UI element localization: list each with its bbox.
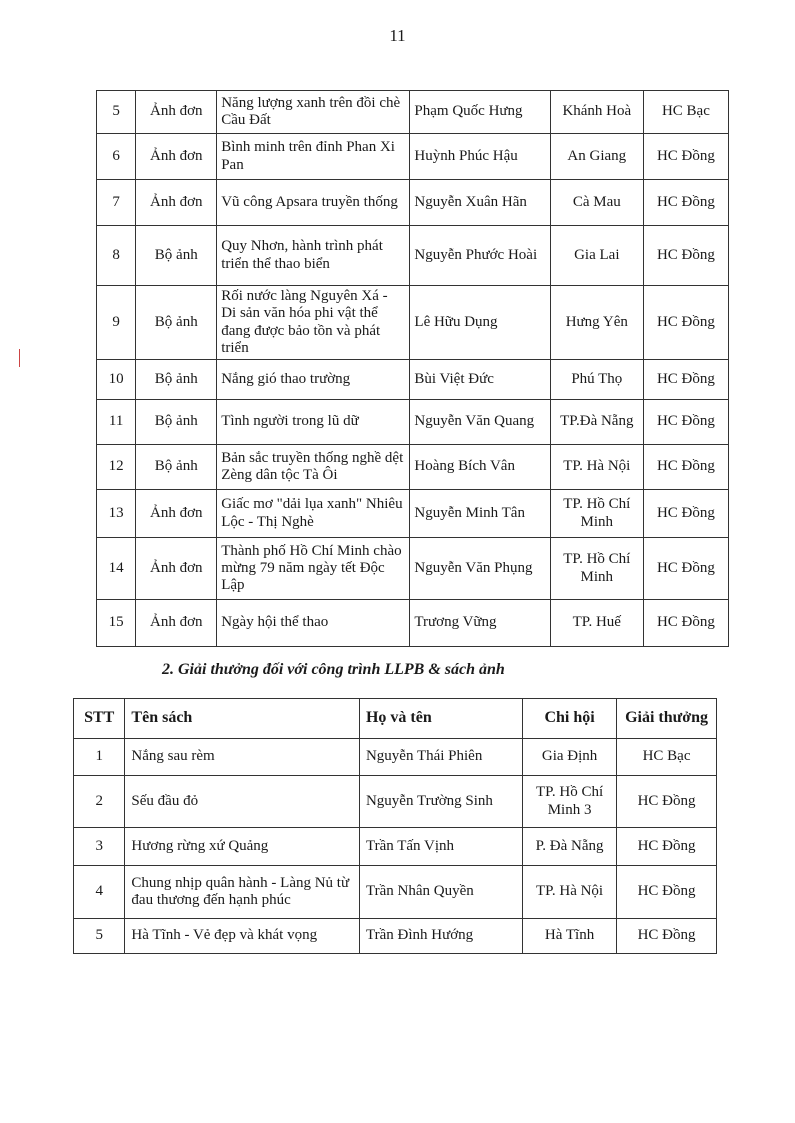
book-cell: Hà Tĩnh - Vẻ đẹp và khát vọng [125, 919, 360, 954]
branch-cell: Gia Định [523, 739, 617, 776]
stt-cell: 12 [97, 445, 136, 490]
table-row [97, 400, 729, 445]
stt-cell: 13 [97, 490, 136, 538]
author-cell: Nguyễn Minh Tân [410, 490, 550, 538]
table-row [97, 600, 729, 647]
branch-cell: Gia Lai [550, 226, 643, 286]
stt-cell: 11 [97, 400, 136, 445]
author-cell: Nguyễn Phước Hoài [410, 226, 550, 286]
type-cell: Ảnh đơn [136, 134, 217, 180]
header-stt: STT [74, 699, 125, 739]
branch-cell: TP. Hồ Chí Minh 3 [523, 776, 617, 828]
title-cell: Thành phố Hồ Chí Minh chào mừng 79 năm ngày tết Độc Lập [217, 538, 410, 600]
table-row [97, 286, 729, 360]
name-cell: Nguyễn Thái Phiên [359, 739, 522, 776]
award-cell: HC Đồng [643, 180, 728, 226]
title-cell: Bình minh trên đỉnh Phan Xi Pan [217, 134, 410, 180]
author-cell: Nguyễn Xuân Hãn [410, 180, 550, 226]
name-cell: Nguyễn Trường Sinh [359, 776, 522, 828]
stt-cell: 5 [97, 91, 136, 134]
branch-cell: TP.Đà Nẵng [550, 400, 643, 445]
table-row [97, 226, 729, 286]
author-cell: Bùi Việt Đức [410, 360, 550, 400]
title-cell: Bản sắc truyền thống nghề dệt Zèng dân tộc Tà Ôi [217, 445, 410, 490]
type-cell: Ảnh đơn [136, 600, 217, 647]
title-cell: Rối nước làng Nguyên Xá - Di sản văn hóa phi vật thể đang được bảo tồn và phát triển [217, 286, 410, 360]
stt-cell: 6 [97, 134, 136, 180]
title-cell: Giấc mơ "dải lụa xanh" Nhiêu Lộc - Thị Nghè [217, 490, 410, 538]
table-row [74, 776, 717, 828]
award-cell: HC Đồng [643, 226, 728, 286]
name-cell: Trần Nhân Quyền [359, 866, 522, 919]
author-cell: Lê Hữu Dụng [410, 286, 550, 360]
branch-cell: TP. Hồ Chí Minh [550, 538, 643, 600]
award-cell: HC Bạc [643, 91, 728, 134]
header-book: Tên sách [125, 699, 360, 739]
title-cell: Vũ công Apsara truyền thống [217, 180, 410, 226]
table-row [97, 134, 729, 180]
awards-book-table [73, 698, 717, 954]
branch-cell: Khánh Hoà [550, 91, 643, 134]
award-cell: HC Đồng [643, 360, 728, 400]
type-cell: Bộ ảnh [136, 286, 217, 360]
branch-cell: Hưng Yên [550, 286, 643, 360]
table-row [97, 360, 729, 400]
stt-cell: 10 [97, 360, 136, 400]
award-cell: HC Đồng [643, 538, 728, 600]
type-cell: Ảnh đơn [136, 538, 217, 600]
author-cell: Huỳnh Phúc Hậu [410, 134, 550, 180]
branch-cell: An Giang [550, 134, 643, 180]
page-number: 11 [389, 26, 406, 45]
stt-cell: 1 [74, 739, 125, 776]
author-cell: Phạm Quốc Hưng [410, 91, 550, 134]
table-row [74, 919, 717, 954]
type-cell: Bộ ảnh [136, 400, 217, 445]
type-cell: Bộ ảnh [136, 445, 217, 490]
stt-cell: 3 [74, 828, 125, 866]
book-cell: Nắng sau rèm [125, 739, 360, 776]
table-row [97, 91, 729, 134]
title-cell: Năng lượng xanh trên đồi chè Cầu Đất [217, 91, 410, 134]
award-cell: HC Đồng [617, 919, 717, 954]
type-cell: Bộ ảnh [136, 226, 217, 286]
award-cell: HC Đồng [643, 600, 728, 647]
table-row [74, 866, 717, 919]
stt-cell: 15 [97, 600, 136, 647]
branch-cell: TP. Hà Nội [523, 866, 617, 919]
stt-cell: 14 [97, 538, 136, 600]
award-cell: HC Đồng [643, 134, 728, 180]
branch-cell: Cà Mau [550, 180, 643, 226]
table-row [97, 538, 729, 600]
book-cell: Chung nhịp quân hành - Làng Nủ từ đau thương đến hạnh phúc [125, 866, 360, 919]
type-cell: Ảnh đơn [136, 490, 217, 538]
author-cell: Nguyễn Văn Phụng [410, 538, 550, 600]
table-row [97, 490, 729, 538]
stt-cell: 7 [97, 180, 136, 226]
award-cell: HC Bạc [617, 739, 717, 776]
book-cell: Sếu đầu đỏ [125, 776, 360, 828]
table-row [97, 180, 729, 226]
award-cell: HC Đồng [643, 286, 728, 360]
branch-cell: TP. Huế [550, 600, 643, 647]
table-header-row [74, 699, 717, 739]
margin-mark [19, 349, 20, 367]
table-row [97, 445, 729, 490]
table-row [74, 828, 717, 866]
branch-cell: TP. Hà Nội [550, 445, 643, 490]
award-cell: HC Đồng [617, 828, 717, 866]
author-cell: Nguyễn Văn Quang [410, 400, 550, 445]
stt-cell: 4 [74, 866, 125, 919]
header-award: Giải thưởng [617, 699, 717, 739]
title-cell: Ngày hội thể thao [217, 600, 410, 647]
header-name: Họ và tên [359, 699, 522, 739]
stt-cell: 5 [74, 919, 125, 954]
book-cell: Hương rừng xứ Quảng [125, 828, 360, 866]
name-cell: Trần Đình Hướng [359, 919, 522, 954]
type-cell: Ảnh đơn [136, 91, 217, 134]
author-cell: Hoàng Bích Vân [410, 445, 550, 490]
section-title: 2. Giải thưởng đối với công trình LLPB & sách ảnh [162, 661, 505, 678]
type-cell: Bộ ảnh [136, 360, 217, 400]
award-cell: HC Đồng [643, 400, 728, 445]
name-cell: Trần Tấn Vịnh [359, 828, 522, 866]
type-cell: Ảnh đơn [136, 180, 217, 226]
awards-photo-table [96, 90, 729, 647]
table-row [74, 739, 717, 776]
award-cell: HC Đồng [643, 445, 728, 490]
branch-cell: Hà Tĩnh [523, 919, 617, 954]
branch-cell: Phú Thọ [550, 360, 643, 400]
award-cell: HC Đồng [617, 776, 717, 828]
author-cell: Trương Vững [410, 600, 550, 647]
stt-cell: 8 [97, 226, 136, 286]
title-cell: Quy Nhơn, hành trình phát triển thể thao biển [217, 226, 410, 286]
award-cell: HC Đồng [643, 490, 728, 538]
header-branch: Chi hội [523, 699, 617, 739]
award-cell: HC Đồng [617, 866, 717, 919]
branch-cell: P. Đà Nẵng [523, 828, 617, 866]
title-cell: Tình người trong lũ dữ [217, 400, 410, 445]
title-cell: Nắng gió thao trường [217, 360, 410, 400]
branch-cell: TP. Hồ Chí Minh [550, 490, 643, 538]
stt-cell: 2 [74, 776, 125, 828]
stt-cell: 9 [97, 286, 136, 360]
